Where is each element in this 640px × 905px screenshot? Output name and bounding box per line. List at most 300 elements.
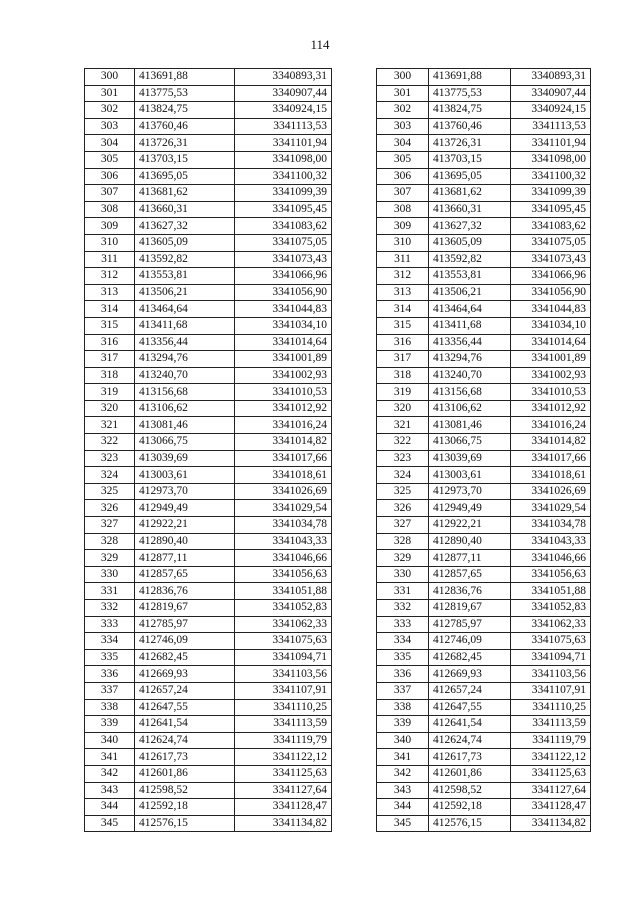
x-coordinate-cell: 413660,31: [429, 201, 511, 218]
table-row: [85, 417, 332, 434]
table-row: [85, 765, 332, 782]
table-row: [85, 782, 332, 799]
point-number-cell: 308: [85, 201, 135, 218]
table-row: [377, 301, 591, 318]
table-row: [377, 450, 591, 467]
y-coordinate-cell: 3341122,12: [511, 749, 591, 766]
y-coordinate-cell: 3340907,44: [235, 85, 332, 102]
x-coordinate-cell: 413775,53: [429, 85, 511, 102]
x-coordinate-cell: 412641,54: [429, 716, 511, 733]
point-number-cell: 327: [85, 517, 135, 534]
table-row: [377, 417, 591, 434]
point-number-cell: 316: [85, 334, 135, 351]
y-coordinate-cell: 3341043,33: [511, 533, 591, 550]
y-coordinate-cell: 3341128,47: [235, 799, 332, 816]
y-coordinate-cell: 3341095,45: [511, 201, 591, 218]
y-coordinate-cell: 3341128,47: [511, 799, 591, 816]
point-number-cell: 311: [85, 251, 135, 268]
x-coordinate-cell: 412857,65: [135, 566, 235, 583]
table-row: [85, 351, 332, 368]
y-coordinate-cell: 3341075,63: [511, 633, 591, 650]
x-coordinate-cell: 413627,32: [429, 218, 511, 235]
point-number-cell: 310: [377, 234, 429, 251]
x-coordinate-cell: 412973,70: [429, 483, 511, 500]
table-row: [377, 400, 591, 417]
x-coordinate-cell: 413592,82: [429, 251, 511, 268]
table-row: [85, 317, 332, 334]
y-coordinate-cell: 3341083,62: [511, 218, 591, 235]
point-number-cell: 341: [85, 749, 135, 766]
table-row: [85, 616, 332, 633]
table-row: [377, 218, 591, 235]
point-number-cell: 333: [85, 616, 135, 633]
y-coordinate-cell: 3341052,83: [511, 600, 591, 617]
y-coordinate-cell: 3341043,33: [235, 533, 332, 550]
y-coordinate-cell: 3341056,63: [235, 566, 332, 583]
point-number-cell: 338: [377, 699, 429, 716]
y-coordinate-cell: 3341103,56: [511, 666, 591, 683]
table-row: [85, 251, 332, 268]
table-row: [377, 699, 591, 716]
x-coordinate-cell: 413726,31: [429, 135, 511, 152]
point-number-cell: 328: [377, 533, 429, 550]
y-coordinate-cell: 3341016,24: [235, 417, 332, 434]
x-coordinate-cell: 412890,40: [135, 533, 235, 550]
y-coordinate-cell: 3341119,79: [235, 732, 332, 749]
point-number-cell: 302: [377, 102, 429, 119]
point-number-cell: 312: [377, 268, 429, 285]
y-coordinate-cell: 3341127,64: [235, 782, 332, 799]
x-coordinate-cell: 413726,31: [135, 135, 235, 152]
table-row: [85, 135, 332, 152]
y-coordinate-cell: 3341103,56: [235, 666, 332, 683]
table-row: [377, 732, 591, 749]
y-coordinate-cell: 3341016,24: [511, 417, 591, 434]
point-number-cell: 338: [85, 699, 135, 716]
y-coordinate-cell: 3341113,53: [235, 118, 332, 135]
x-coordinate-cell: 413039,69: [135, 450, 235, 467]
x-coordinate-cell: 412617,73: [429, 749, 511, 766]
x-coordinate-cell: 413464,64: [135, 301, 235, 318]
point-number-cell: 318: [377, 367, 429, 384]
table-row: [85, 334, 332, 351]
point-number-cell: 306: [377, 168, 429, 185]
point-number-cell: 342: [377, 765, 429, 782]
point-number-cell: 300: [85, 69, 135, 86]
table-row: [377, 135, 591, 152]
x-coordinate-cell: 412922,21: [135, 517, 235, 534]
x-coordinate-cell: 412973,70: [135, 483, 235, 500]
x-coordinate-cell: 413464,64: [429, 301, 511, 318]
point-number-cell: 332: [85, 600, 135, 617]
y-coordinate-cell: 3341018,61: [235, 467, 332, 484]
point-number-cell: 315: [85, 317, 135, 334]
y-coordinate-cell: 3341014,64: [511, 334, 591, 351]
x-coordinate-cell: 413066,75: [429, 434, 511, 451]
y-coordinate-cell: 3341073,43: [511, 251, 591, 268]
table-row: [85, 517, 332, 534]
point-number-cell: 321: [85, 417, 135, 434]
table-row: [377, 500, 591, 517]
table-row: [377, 168, 591, 185]
table-row: [377, 533, 591, 550]
table-row: [85, 201, 332, 218]
x-coordinate-cell: 412647,55: [429, 699, 511, 716]
point-number-cell: 320: [85, 400, 135, 417]
y-coordinate-cell: 3341046,66: [511, 550, 591, 567]
point-number-cell: 332: [377, 600, 429, 617]
y-coordinate-cell: 3341127,64: [511, 782, 591, 799]
y-coordinate-cell: 3341125,63: [235, 765, 332, 782]
point-number-cell: 343: [85, 782, 135, 799]
table-row: [377, 384, 591, 401]
y-coordinate-cell: 3341051,88: [511, 583, 591, 600]
table-row: [85, 69, 332, 86]
x-coordinate-cell: 413081,46: [429, 417, 511, 434]
x-coordinate-cell: 413156,68: [429, 384, 511, 401]
point-number-cell: 313: [85, 284, 135, 301]
y-coordinate-cell: 3341012,92: [511, 400, 591, 417]
x-coordinate-cell: 412949,49: [429, 500, 511, 517]
point-number-cell: 326: [377, 500, 429, 517]
point-number-cell: 334: [85, 633, 135, 650]
x-coordinate-cell: 413039,69: [429, 450, 511, 467]
point-number-cell: 323: [377, 450, 429, 467]
x-coordinate-cell: 412890,40: [429, 533, 511, 550]
table-row: [377, 251, 591, 268]
y-coordinate-cell: 3341083,62: [235, 218, 332, 235]
point-number-cell: 316: [377, 334, 429, 351]
table-row: [85, 682, 332, 699]
table-row: [85, 666, 332, 683]
x-coordinate-cell: 413681,62: [135, 185, 235, 202]
point-number-cell: 335: [85, 649, 135, 666]
x-coordinate-cell: 413681,62: [429, 185, 511, 202]
point-number-cell: 344: [85, 799, 135, 816]
table-row: [377, 649, 591, 666]
x-coordinate-cell: 413605,09: [135, 234, 235, 251]
point-number-cell: 319: [85, 384, 135, 401]
page-number: 114: [310, 37, 330, 52]
x-coordinate-cell: 413695,05: [429, 168, 511, 185]
y-coordinate-cell: 3341095,45: [235, 201, 332, 218]
point-number-cell: 313: [377, 284, 429, 301]
x-coordinate-cell: 412669,93: [429, 666, 511, 683]
x-coordinate-cell: 412682,45: [135, 649, 235, 666]
table-row: [85, 450, 332, 467]
point-number-cell: 336: [377, 666, 429, 683]
y-coordinate-cell: 3341107,91: [511, 682, 591, 699]
coordinates-table-left: [84, 68, 332, 832]
point-number-cell: 326: [85, 500, 135, 517]
y-coordinate-cell: 3341110,25: [511, 699, 591, 716]
table-row: [377, 351, 591, 368]
x-coordinate-cell: 412576,15: [135, 815, 235, 832]
y-coordinate-cell: 3341099,39: [511, 185, 591, 202]
y-coordinate-cell: 3341094,71: [235, 649, 332, 666]
table-row: [377, 201, 591, 218]
x-coordinate-cell: 412857,65: [429, 566, 511, 583]
y-coordinate-cell: 3341075,63: [235, 633, 332, 650]
point-number-cell: 307: [377, 185, 429, 202]
y-coordinate-cell: 3341113,59: [235, 716, 332, 733]
x-coordinate-cell: 413411,68: [135, 317, 235, 334]
table-row: [377, 550, 591, 567]
table-row: [377, 815, 591, 832]
y-coordinate-cell: 3341044,83: [235, 301, 332, 318]
x-coordinate-cell: 412949,49: [135, 500, 235, 517]
point-number-cell: 325: [377, 483, 429, 500]
table-row: [377, 765, 591, 782]
table-row: [377, 69, 591, 86]
point-number-cell: 303: [85, 118, 135, 135]
point-number-cell: 314: [85, 301, 135, 318]
point-number-cell: 309: [85, 218, 135, 235]
point-number-cell: 306: [85, 168, 135, 185]
x-coordinate-cell: 413703,15: [429, 151, 511, 168]
x-coordinate-cell: 413240,70: [429, 367, 511, 384]
x-coordinate-cell: 412669,93: [135, 666, 235, 683]
x-coordinate-cell: 413156,68: [135, 384, 235, 401]
y-coordinate-cell: 3341034,78: [235, 517, 332, 534]
x-coordinate-cell: 412598,52: [135, 782, 235, 799]
y-coordinate-cell: 3341010,53: [511, 384, 591, 401]
point-number-cell: 312: [85, 268, 135, 285]
y-coordinate-cell: 3341101,94: [235, 135, 332, 152]
table-row: [85, 633, 332, 650]
y-coordinate-cell: 3341066,96: [235, 268, 332, 285]
y-coordinate-cell: 3341110,25: [235, 699, 332, 716]
point-number-cell: 320: [377, 400, 429, 417]
point-number-cell: 321: [377, 417, 429, 434]
y-coordinate-cell: 3341100,32: [511, 168, 591, 185]
x-coordinate-cell: 412746,09: [429, 633, 511, 650]
y-coordinate-cell: 3341001,89: [235, 351, 332, 368]
point-number-cell: 341: [377, 749, 429, 766]
table-row: [85, 218, 332, 235]
point-number-cell: 307: [85, 185, 135, 202]
x-coordinate-cell: 412641,54: [135, 716, 235, 733]
point-number-cell: 310: [85, 234, 135, 251]
x-coordinate-cell: 413703,15: [135, 151, 235, 168]
point-number-cell: 317: [85, 351, 135, 368]
x-coordinate-cell: 412836,76: [429, 583, 511, 600]
y-coordinate-cell: 3340893,31: [511, 69, 591, 86]
table-row: [85, 301, 332, 318]
point-number-cell: 305: [85, 151, 135, 168]
point-number-cell: 323: [85, 450, 135, 467]
point-number-cell: 339: [377, 716, 429, 733]
table-row: [377, 633, 591, 650]
table-row: [377, 600, 591, 617]
point-number-cell: 342: [85, 765, 135, 782]
point-number-cell: 303: [377, 118, 429, 135]
x-coordinate-cell: 412819,67: [135, 600, 235, 617]
point-number-cell: 309: [377, 218, 429, 235]
y-coordinate-cell: 3341002,93: [511, 367, 591, 384]
y-coordinate-cell: 3341134,82: [235, 815, 332, 832]
y-coordinate-cell: 3341026,69: [235, 483, 332, 500]
y-coordinate-cell: 3341014,82: [511, 434, 591, 451]
y-coordinate-cell: 3341056,90: [235, 284, 332, 301]
point-number-cell: 329: [377, 550, 429, 567]
x-coordinate-cell: 412657,24: [135, 682, 235, 699]
table-row: [377, 284, 591, 301]
y-coordinate-cell: 3341098,00: [235, 151, 332, 168]
x-coordinate-cell: 412682,45: [429, 649, 511, 666]
x-coordinate-cell: 413506,21: [429, 284, 511, 301]
y-coordinate-cell: 3341034,10: [511, 317, 591, 334]
table-row: [377, 483, 591, 500]
table-row: [377, 102, 591, 119]
y-coordinate-cell: 3341099,39: [235, 185, 332, 202]
x-coordinate-cell: 412877,11: [429, 550, 511, 567]
table-row: [377, 434, 591, 451]
point-number-cell: 327: [377, 517, 429, 534]
table-row: [377, 185, 591, 202]
table-row: [85, 384, 332, 401]
point-number-cell: 304: [377, 135, 429, 152]
table-row: [377, 682, 591, 699]
table-row: [377, 234, 591, 251]
x-coordinate-cell: 413356,44: [429, 334, 511, 351]
y-coordinate-cell: 3341017,66: [235, 450, 332, 467]
point-number-cell: 324: [377, 467, 429, 484]
y-coordinate-cell: 3341026,69: [511, 483, 591, 500]
x-coordinate-cell: 413081,46: [135, 417, 235, 434]
x-coordinate-cell: 413506,21: [135, 284, 235, 301]
x-coordinate-cell: 413695,05: [135, 168, 235, 185]
x-coordinate-cell: 413627,32: [135, 218, 235, 235]
x-coordinate-cell: 413240,70: [135, 367, 235, 384]
y-coordinate-cell: 3341101,94: [511, 135, 591, 152]
point-number-cell: 318: [85, 367, 135, 384]
x-coordinate-cell: 413003,61: [135, 467, 235, 484]
y-coordinate-cell: 3341017,66: [511, 450, 591, 467]
y-coordinate-cell: 3341014,64: [235, 334, 332, 351]
table-row: [377, 517, 591, 534]
y-coordinate-cell: 3340907,44: [511, 85, 591, 102]
y-coordinate-cell: 3341073,43: [235, 251, 332, 268]
x-coordinate-cell: 413553,81: [135, 268, 235, 285]
table-row: [85, 583, 332, 600]
x-coordinate-cell: 413553,81: [429, 268, 511, 285]
x-coordinate-cell: 413824,75: [429, 102, 511, 119]
table-row: [85, 268, 332, 285]
x-coordinate-cell: 412819,67: [429, 600, 511, 617]
y-coordinate-cell: 3341034,10: [235, 317, 332, 334]
x-coordinate-cell: 413691,88: [135, 69, 235, 86]
x-coordinate-cell: 412598,52: [429, 782, 511, 799]
point-number-cell: 343: [377, 782, 429, 799]
table-row: [85, 649, 332, 666]
table-body-right: [377, 69, 591, 832]
x-coordinate-cell: 413824,75: [135, 102, 235, 119]
table-row: [85, 234, 332, 251]
point-number-cell: 331: [377, 583, 429, 600]
table-row: [377, 749, 591, 766]
point-number-cell: 336: [85, 666, 135, 683]
point-number-cell: 324: [85, 467, 135, 484]
x-coordinate-cell: 412922,21: [429, 517, 511, 534]
y-coordinate-cell: 3341113,59: [511, 716, 591, 733]
x-coordinate-cell: 412647,55: [135, 699, 235, 716]
x-coordinate-cell: 412576,15: [429, 815, 511, 832]
table-row: [85, 716, 332, 733]
y-coordinate-cell: 3341034,78: [511, 517, 591, 534]
point-number-cell: 329: [85, 550, 135, 567]
table-row: [85, 400, 332, 417]
x-coordinate-cell: 413066,75: [135, 434, 235, 451]
point-number-cell: 304: [85, 135, 135, 152]
y-coordinate-cell: 3341122,12: [235, 749, 332, 766]
table-row: [377, 566, 591, 583]
y-coordinate-cell: 3341046,66: [235, 550, 332, 567]
point-number-cell: 330: [85, 566, 135, 583]
point-number-cell: 302: [85, 102, 135, 119]
point-number-cell: 325: [85, 483, 135, 500]
x-coordinate-cell: 413356,44: [135, 334, 235, 351]
table-row: [85, 185, 332, 202]
y-coordinate-cell: 3341075,05: [235, 234, 332, 251]
x-coordinate-cell: 413760,46: [135, 118, 235, 135]
x-coordinate-cell: 412592,18: [429, 799, 511, 816]
x-coordinate-cell: 413760,46: [429, 118, 511, 135]
point-number-cell: 339: [85, 716, 135, 733]
y-coordinate-cell: 3341018,61: [511, 467, 591, 484]
y-coordinate-cell: 3341029,54: [235, 500, 332, 517]
table-row: [377, 85, 591, 102]
x-coordinate-cell: 412624,74: [135, 732, 235, 749]
x-coordinate-cell: 413106,62: [429, 400, 511, 417]
point-number-cell: 333: [377, 616, 429, 633]
y-coordinate-cell: 3341002,93: [235, 367, 332, 384]
y-coordinate-cell: 3341010,53: [235, 384, 332, 401]
table-row: [377, 334, 591, 351]
x-coordinate-cell: 413294,76: [135, 351, 235, 368]
x-coordinate-cell: 412601,86: [429, 765, 511, 782]
table-row: [85, 566, 332, 583]
x-coordinate-cell: 413691,88: [429, 69, 511, 86]
table-row: [377, 716, 591, 733]
x-coordinate-cell: 413592,82: [135, 251, 235, 268]
table-row: [377, 151, 591, 168]
table-row: [85, 151, 332, 168]
y-coordinate-cell: 3341001,89: [511, 351, 591, 368]
y-coordinate-cell: 3341029,54: [511, 500, 591, 517]
point-number-cell: 322: [377, 434, 429, 451]
y-coordinate-cell: 3341119,79: [511, 732, 591, 749]
y-coordinate-cell: 3341134,82: [511, 815, 591, 832]
x-coordinate-cell: 412746,09: [135, 633, 235, 650]
y-coordinate-cell: 3341107,91: [235, 682, 332, 699]
table-row: [85, 799, 332, 816]
point-number-cell: 317: [377, 351, 429, 368]
x-coordinate-cell: 413605,09: [429, 234, 511, 251]
point-number-cell: 340: [85, 732, 135, 749]
table-row: [85, 284, 332, 301]
x-coordinate-cell: 412657,24: [429, 682, 511, 699]
table-row: [377, 317, 591, 334]
y-coordinate-cell: 3341066,96: [511, 268, 591, 285]
table-row: [85, 533, 332, 550]
table-row: [85, 732, 332, 749]
point-number-cell: 315: [377, 317, 429, 334]
table-row: [377, 782, 591, 799]
x-coordinate-cell: 412877,11: [135, 550, 235, 567]
table-row: [377, 467, 591, 484]
table-row: [85, 550, 332, 567]
